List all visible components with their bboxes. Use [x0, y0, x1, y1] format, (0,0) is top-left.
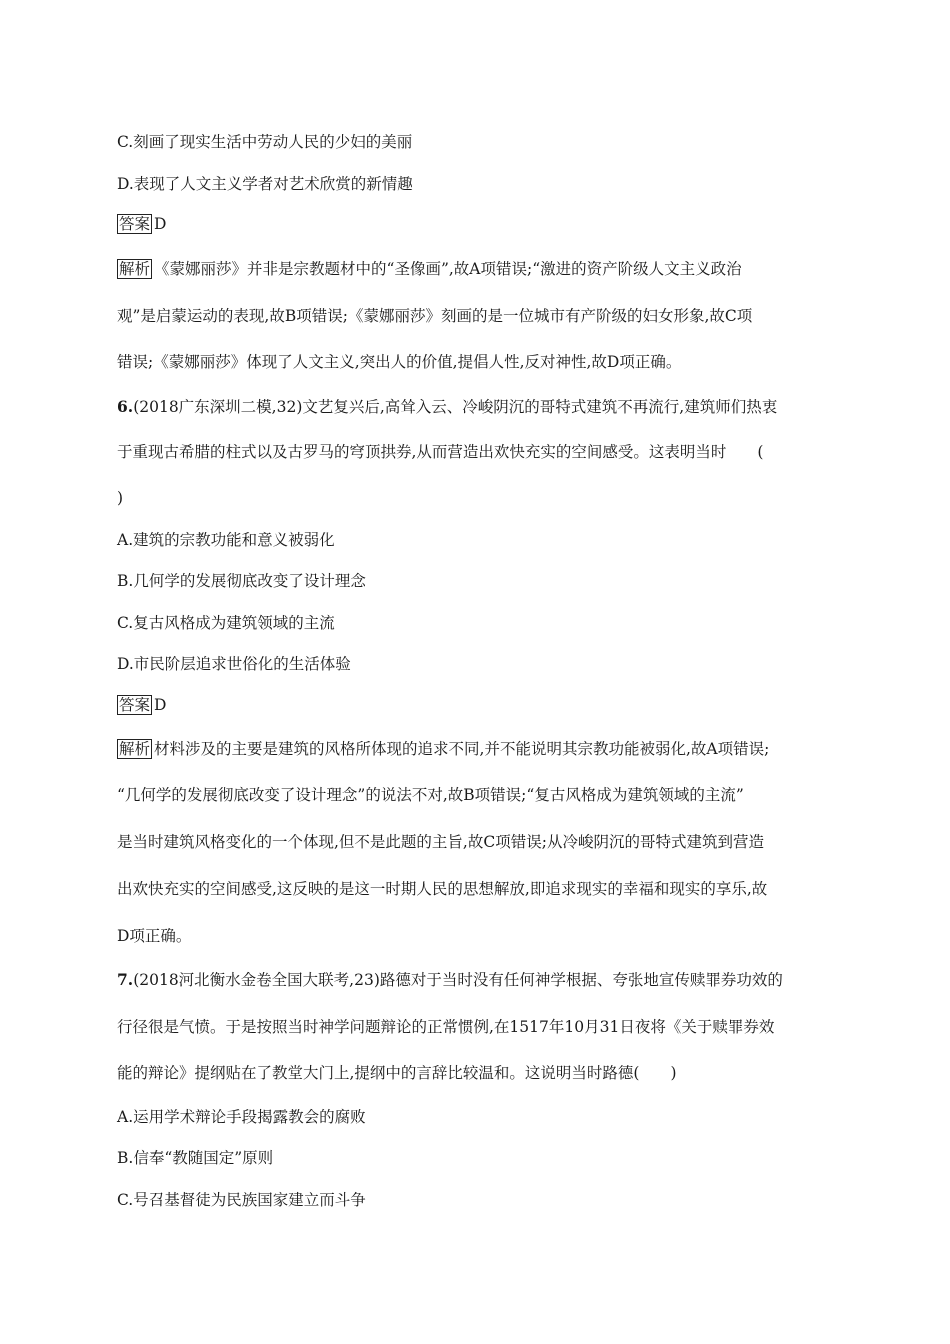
q6-option-b: B.几何学的发展彻底改变了设计理念	[117, 572, 366, 590]
q5-option-c: C.刻画了现实生活中劳动人民的少妇的美丽	[117, 133, 413, 151]
analysis-label: 解析	[119, 260, 151, 278]
q5-analysis-line: 观”是启蒙运动的表现,故B项错误;《蒙娜丽莎》刻画的是一位城市有产阶级的妇女形象,故C项	[117, 307, 753, 325]
q5-answer	[117, 214, 166, 234]
q7-stem-line	[117, 970, 783, 990]
q6-analysis-line: 出欢快充实的空间感受,这反映的是这一时期人民的思想解放,即追求现实的幸福和现实的享乐,故	[117, 880, 768, 898]
q6-option-a: A.建筑的宗教功能和意义被弱化	[117, 531, 335, 549]
stem-text: (2018河北衡水金卷全国大联考,23)路德对于当时没有任何神学根据、夸张地宣传赎罪券功效的	[133, 971, 783, 989]
q5-option-d: D.表现了人文主义学者对艺术欣赏的新情趣	[117, 175, 413, 193]
q6-analysis-line	[117, 739, 769, 759]
q6-option-c: C.复古风格成为建筑领域的主流	[117, 614, 335, 632]
q6-analysis-line: D项正确。	[117, 927, 192, 945]
q7-stem-line: 行径很是气愤。于是按照当时神学问题辩论的正常惯例,在1517年10月31日夜将《关于赎罪券效	[117, 1018, 775, 1036]
q5-analysis-line	[117, 259, 742, 279]
answer-value: D	[154, 696, 167, 714]
q6-analysis-line: “几何学的发展彻底改变了设计理念”的说法不对,故B项错误;“复古风格成为建筑领域的主流”	[117, 786, 744, 804]
answer-label: 答案	[119, 215, 151, 233]
analysis-text: 材料涉及的主要是建筑的风格所体现的追求不同,并不能说明其宗教功能被弱化,故A项错误;	[154, 740, 770, 758]
q6-answer	[117, 695, 166, 715]
stem-text: (2018广东深圳二模,32)文艺复兴后,高耸入云、冷峻阴沉的哥特式建筑不再流行,建筑师们热衷	[133, 398, 778, 416]
analysis-text: 《蒙娜丽莎》并非是宗教题材中的“圣像画”,故A项错误;“激进的资产阶级人文主义政治	[154, 260, 742, 278]
q5-analysis-line: 错误;《蒙娜丽莎》体现了人文主义,突出人的价值,提倡人性,反对神性,故D项正确。	[117, 353, 682, 371]
q6-option-d: D.市民阶层追求世俗化的生活体验	[117, 655, 351, 673]
q7-option-b: B.信奉“教随国定”原则	[117, 1149, 274, 1167]
q7-option-a: A.运用学术辩论手段揭露教会的腐败	[117, 1108, 366, 1126]
q7-stem-line: 能的辩论》提纲贴在了教堂大门上,提纲中的言辞比较温和。这说明当时路德( )	[117, 1064, 677, 1082]
q6-analysis-line: 是当时建筑风格变化的一个体现,但不是此题的主旨,故C项错误;从冷峻阴沉的哥特式建筑到营造	[117, 833, 764, 851]
answer-label: 答案	[119, 696, 151, 714]
q6-stem-line: 于重现古希腊的柱式以及古罗马的穹顶拱券,从而营造出欢快充实的空间感受。这表明当时 (	[117, 443, 764, 461]
question-number: 7.	[117, 970, 134, 989]
analysis-label: 解析	[119, 740, 151, 758]
question-number: 6.	[117, 397, 134, 416]
q6-stem-line: )	[117, 489, 124, 507]
answer-value: D	[154, 215, 167, 233]
q7-option-c: C.号召基督徒为民族国家建立而斗争	[117, 1191, 366, 1209]
q6-stem-line	[117, 397, 777, 417]
